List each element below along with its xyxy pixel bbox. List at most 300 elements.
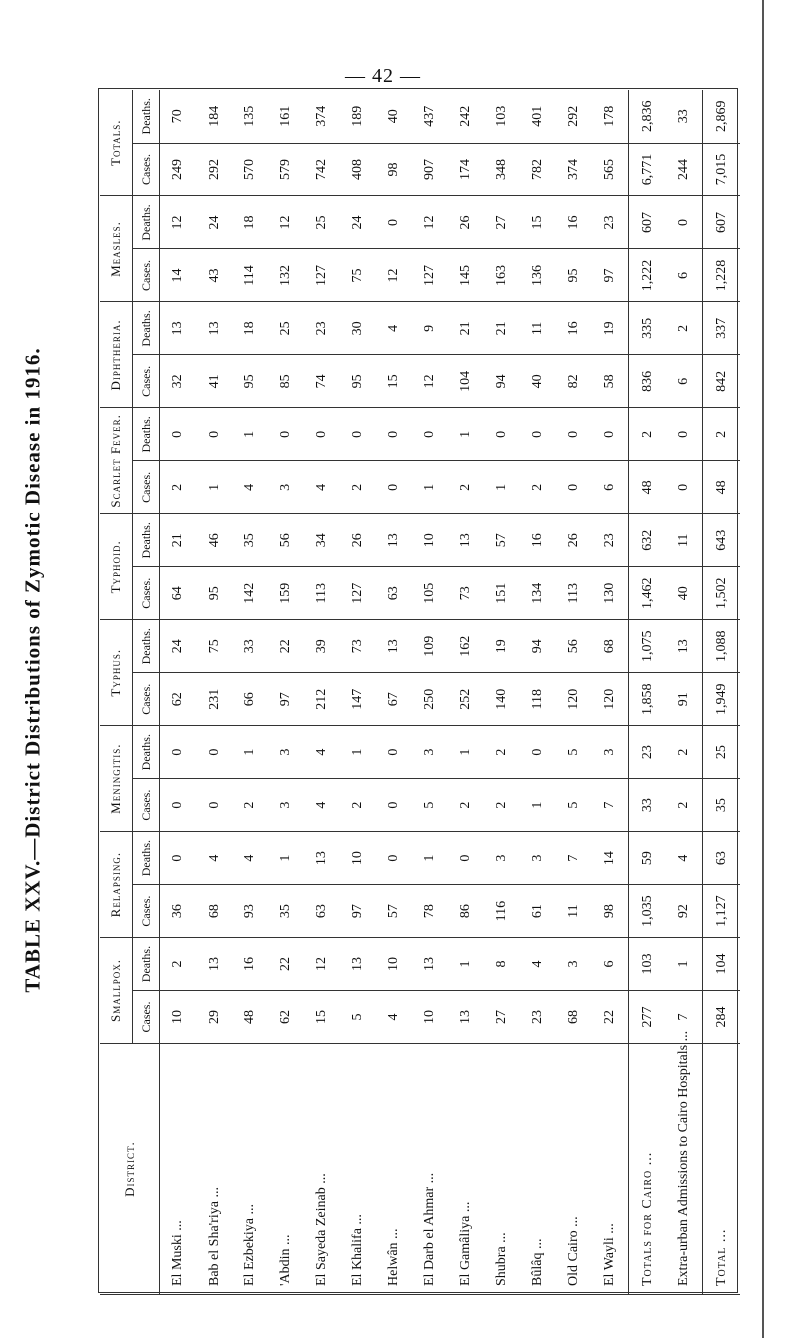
cases-cell: 570 bbox=[232, 143, 268, 196]
cases-subheader: Cases. bbox=[133, 143, 160, 196]
cases-cell: 0 bbox=[160, 779, 197, 832]
deaths-cell: 1,075 bbox=[629, 620, 666, 673]
cases-cell: 114 bbox=[232, 249, 268, 302]
cases-subheader: Cases. bbox=[133, 673, 160, 726]
deaths-cell: 1,088 bbox=[703, 620, 740, 673]
cases-subheader: Cases. bbox=[133, 779, 160, 832]
deaths-cell: 6 bbox=[592, 938, 629, 991]
cases-cell: 3 bbox=[268, 461, 304, 514]
cases-cell: 2 bbox=[340, 779, 376, 832]
cases-cell: 2 bbox=[484, 779, 520, 832]
deaths-cell: 13 bbox=[160, 302, 197, 355]
deaths-cell: 13 bbox=[376, 514, 412, 567]
cases-cell: 579 bbox=[268, 143, 304, 196]
deaths-subheader: Deaths. bbox=[133, 90, 160, 143]
deaths-cell: 1 bbox=[666, 938, 703, 991]
cases-cell: 212 bbox=[304, 673, 340, 726]
deaths-cell: 14 bbox=[592, 832, 629, 885]
group-header-totals: Totals. bbox=[100, 90, 133, 196]
deaths-cell: 0 bbox=[376, 726, 412, 779]
cases-cell: 0 bbox=[666, 461, 703, 514]
deaths-cell: 7 bbox=[556, 832, 592, 885]
cases-cell: 32 bbox=[160, 355, 197, 408]
zymotic-disease-table bbox=[100, 90, 740, 1295]
deaths-cell: 57 bbox=[484, 514, 520, 567]
cases-cell: 2 bbox=[232, 779, 268, 832]
cases-cell: 174 bbox=[448, 143, 484, 196]
deaths-cell: 3 bbox=[556, 938, 592, 991]
cases-cell: 249 bbox=[160, 143, 197, 196]
deaths-cell: 104 bbox=[703, 938, 740, 991]
cases-subheader: Cases. bbox=[133, 567, 160, 620]
cases-cell: 93 bbox=[232, 885, 268, 938]
deaths-cell: 3 bbox=[592, 726, 629, 779]
cases-cell: 13 bbox=[448, 991, 484, 1044]
deaths-cell: 56 bbox=[556, 620, 592, 673]
cases-subheader: Cases. bbox=[133, 355, 160, 408]
cases-cell: 374 bbox=[556, 143, 592, 196]
deaths-cell: 24 bbox=[160, 620, 197, 673]
deaths-cell: 21 bbox=[448, 302, 484, 355]
cases-cell: 6 bbox=[592, 461, 629, 514]
group-header-typhus: Typhus. bbox=[100, 620, 133, 726]
cases-cell: 12 bbox=[412, 355, 448, 408]
deaths-cell: 0 bbox=[268, 408, 304, 461]
cases-cell: 94 bbox=[484, 355, 520, 408]
cases-cell: 4 bbox=[304, 779, 340, 832]
deaths-cell: 184 bbox=[197, 90, 233, 143]
district-name: El Ezbekiya ... bbox=[232, 1044, 268, 1295]
deaths-cell: 2 bbox=[160, 938, 197, 991]
table-row bbox=[629, 90, 666, 1295]
cases-cell: 14 bbox=[160, 249, 197, 302]
cases-cell: 67 bbox=[376, 673, 412, 726]
cases-cell: 348 bbox=[484, 143, 520, 196]
cases-cell: 0 bbox=[376, 779, 412, 832]
deaths-cell: 34 bbox=[304, 514, 340, 567]
cases-cell: 68 bbox=[556, 991, 592, 1044]
cases-cell: 565 bbox=[592, 143, 629, 196]
deaths-cell: 3 bbox=[484, 832, 520, 885]
cases-cell: 40 bbox=[666, 567, 703, 620]
table-row bbox=[666, 90, 703, 1295]
cases-cell: 2 bbox=[666, 779, 703, 832]
deaths-cell: 607 bbox=[703, 196, 740, 249]
deaths-cell: 9 bbox=[412, 302, 448, 355]
table-row bbox=[160, 90, 197, 1295]
deaths-cell: 1 bbox=[232, 726, 268, 779]
cases-subheader: Cases. bbox=[133, 249, 160, 302]
cases-subheader: Cases. bbox=[133, 885, 160, 938]
deaths-cell: 13 bbox=[197, 938, 233, 991]
deaths-cell: 2,869 bbox=[703, 90, 740, 143]
deaths-cell: 335 bbox=[629, 302, 666, 355]
deaths-cell: 10 bbox=[412, 514, 448, 567]
cases-cell: 1,502 bbox=[703, 567, 740, 620]
cases-cell: 127 bbox=[304, 249, 340, 302]
cases-cell: 6 bbox=[666, 249, 703, 302]
deaths-cell: 401 bbox=[520, 90, 556, 143]
deaths-cell: 2 bbox=[484, 726, 520, 779]
deaths-cell: 0 bbox=[197, 408, 233, 461]
deaths-subheader: Deaths. bbox=[133, 832, 160, 885]
cases-cell: 41 bbox=[197, 355, 233, 408]
cases-cell: 1,462 bbox=[629, 567, 666, 620]
deaths-cell: 0 bbox=[160, 408, 197, 461]
table-row bbox=[556, 90, 592, 1295]
deaths-cell: 0 bbox=[376, 196, 412, 249]
deaths-cell: 13 bbox=[412, 938, 448, 991]
cases-cell: 36 bbox=[160, 885, 197, 938]
cases-cell: 2 bbox=[448, 461, 484, 514]
deaths-cell: 22 bbox=[268, 938, 304, 991]
group-header-smallpox: Smallpox. bbox=[100, 938, 133, 1044]
deaths-cell: 63 bbox=[703, 832, 740, 885]
deaths-cell: 0 bbox=[592, 408, 629, 461]
group-header-typhoid: Typhoid. bbox=[100, 514, 133, 620]
cases-cell: 10 bbox=[412, 991, 448, 1044]
table-row bbox=[304, 90, 340, 1295]
cases-cell: 120 bbox=[592, 673, 629, 726]
cases-cell: 113 bbox=[556, 567, 592, 620]
deaths-cell: 0 bbox=[666, 408, 703, 461]
deaths-subheader: Deaths. bbox=[133, 726, 160, 779]
table-row bbox=[703, 90, 740, 1295]
deaths-cell: 13 bbox=[197, 302, 233, 355]
cases-cell: 140 bbox=[484, 673, 520, 726]
cases-cell: 48 bbox=[703, 461, 740, 514]
cases-cell: 61 bbox=[520, 885, 556, 938]
page-number: — 42 — bbox=[345, 65, 421, 87]
deaths-cell: 8 bbox=[484, 938, 520, 991]
deaths-cell: 94 bbox=[520, 620, 556, 673]
deaths-cell: 0 bbox=[376, 408, 412, 461]
cases-cell: 74 bbox=[304, 355, 340, 408]
cases-cell: 58 bbox=[592, 355, 629, 408]
cases-cell: 91 bbox=[666, 673, 703, 726]
deaths-cell: 1 bbox=[340, 726, 376, 779]
cases-cell: 7 bbox=[666, 991, 703, 1044]
cases-cell: 98 bbox=[376, 143, 412, 196]
deaths-cell: 13 bbox=[304, 832, 340, 885]
cases-cell: 75 bbox=[340, 249, 376, 302]
group-header-relapsing: Relapsing. bbox=[100, 832, 133, 938]
cases-cell: 5 bbox=[556, 779, 592, 832]
cases-cell: 1,858 bbox=[629, 673, 666, 726]
cases-cell: 6 bbox=[666, 355, 703, 408]
deaths-cell: 5 bbox=[556, 726, 592, 779]
deaths-subheader: Deaths. bbox=[133, 302, 160, 355]
deaths-cell: 337 bbox=[703, 302, 740, 355]
cases-cell: 98 bbox=[592, 885, 629, 938]
cases-cell: 2 bbox=[160, 461, 197, 514]
cases-cell: 66 bbox=[232, 673, 268, 726]
cases-cell: 1 bbox=[197, 461, 233, 514]
cases-cell: 23 bbox=[520, 991, 556, 1044]
cases-cell: 11 bbox=[556, 885, 592, 938]
deaths-cell: 374 bbox=[304, 90, 340, 143]
cases-cell: 408 bbox=[340, 143, 376, 196]
cases-cell: 104 bbox=[448, 355, 484, 408]
deaths-cell: 0 bbox=[340, 408, 376, 461]
deaths-cell: 13 bbox=[340, 938, 376, 991]
cases-cell: 86 bbox=[448, 885, 484, 938]
deaths-cell: 10 bbox=[340, 832, 376, 885]
cases-cell: 3 bbox=[268, 779, 304, 832]
cases-cell: 35 bbox=[268, 885, 304, 938]
deaths-cell: 11 bbox=[520, 302, 556, 355]
cases-cell: 1 bbox=[520, 779, 556, 832]
deaths-cell: 109 bbox=[412, 620, 448, 673]
cases-cell: 120 bbox=[556, 673, 592, 726]
cases-cell: 63 bbox=[376, 567, 412, 620]
deaths-cell: 15 bbox=[520, 196, 556, 249]
cases-cell: 0 bbox=[197, 779, 233, 832]
cases-cell: 1,228 bbox=[703, 249, 740, 302]
cases-cell: 82 bbox=[556, 355, 592, 408]
cases-cell: 145 bbox=[448, 249, 484, 302]
deaths-cell: 0 bbox=[376, 832, 412, 885]
deaths-cell: 437 bbox=[412, 90, 448, 143]
cases-cell: 78 bbox=[412, 885, 448, 938]
deaths-cell: 24 bbox=[340, 196, 376, 249]
cases-cell: 62 bbox=[268, 991, 304, 1044]
deaths-cell: 22 bbox=[268, 620, 304, 673]
table-row bbox=[340, 90, 376, 1295]
deaths-cell: 23 bbox=[592, 514, 629, 567]
cases-cell: 92 bbox=[666, 885, 703, 938]
district-name: Bûlâq ... bbox=[520, 1044, 556, 1295]
deaths-cell: 56 bbox=[268, 514, 304, 567]
deaths-cell: 25 bbox=[268, 302, 304, 355]
deaths-cell: 16 bbox=[520, 514, 556, 567]
cases-cell: 27 bbox=[484, 991, 520, 1044]
cases-cell: 63 bbox=[304, 885, 340, 938]
cases-cell: 0 bbox=[556, 461, 592, 514]
cases-cell: 907 bbox=[412, 143, 448, 196]
deaths-cell: 26 bbox=[340, 514, 376, 567]
deaths-cell: 4 bbox=[666, 832, 703, 885]
deaths-cell: 13 bbox=[448, 514, 484, 567]
cases-cell: 105 bbox=[412, 567, 448, 620]
district-name: Shubra ... bbox=[484, 1044, 520, 1295]
cases-cell: 244 bbox=[666, 143, 703, 196]
cases-cell: 97 bbox=[268, 673, 304, 726]
deaths-cell: 2,836 bbox=[629, 90, 666, 143]
table-row bbox=[520, 90, 556, 1295]
table-title: TABLE XXV.—District Distributions of Zymotic Disease in 1916. bbox=[20, 347, 45, 993]
cases-cell: 1 bbox=[412, 461, 448, 514]
cases-cell: 2 bbox=[520, 461, 556, 514]
cases-cell: 284 bbox=[703, 991, 740, 1044]
cases-cell: 62 bbox=[160, 673, 197, 726]
deaths-cell: 3 bbox=[520, 832, 556, 885]
district-name: El Darb el Ahmar ... bbox=[412, 1044, 448, 1295]
cases-cell: 252 bbox=[448, 673, 484, 726]
deaths-cell: 4 bbox=[197, 832, 233, 885]
cases-cell: 7 bbox=[592, 779, 629, 832]
table-row bbox=[376, 90, 412, 1295]
cases-cell: 43 bbox=[197, 249, 233, 302]
deaths-cell: 3 bbox=[412, 726, 448, 779]
deaths-cell: 33 bbox=[666, 90, 703, 143]
cases-cell: 15 bbox=[304, 991, 340, 1044]
deaths-cell: 2 bbox=[629, 408, 666, 461]
cases-cell: 95 bbox=[556, 249, 592, 302]
deaths-cell: 11 bbox=[666, 514, 703, 567]
group-header-scarlet-fever: Scarlet Fever. bbox=[100, 408, 133, 514]
deaths-cell: 2 bbox=[666, 726, 703, 779]
deaths-cell: 632 bbox=[629, 514, 666, 567]
deaths-cell: 1 bbox=[412, 832, 448, 885]
district-name: El Sayeda Zeinab ... bbox=[304, 1044, 340, 1295]
cases-cell: 277 bbox=[629, 991, 666, 1044]
deaths-subheader: Deaths. bbox=[133, 408, 160, 461]
deaths-subheader: Deaths. bbox=[133, 938, 160, 991]
deaths-cell: 24 bbox=[197, 196, 233, 249]
table-title-container bbox=[8, 60, 58, 1280]
cases-cell: 163 bbox=[484, 249, 520, 302]
cases-cell: 4 bbox=[304, 461, 340, 514]
deaths-cell: 12 bbox=[268, 196, 304, 249]
rotated-table-viewport bbox=[100, 90, 740, 1295]
cases-cell: 127 bbox=[340, 567, 376, 620]
cases-cell: 5 bbox=[412, 779, 448, 832]
deaths-subheader: Deaths. bbox=[133, 514, 160, 567]
deaths-cell: 10 bbox=[376, 938, 412, 991]
deaths-cell: 18 bbox=[232, 302, 268, 355]
cases-cell: 116 bbox=[484, 885, 520, 938]
deaths-cell: 19 bbox=[592, 302, 629, 355]
rotated-table bbox=[100, 90, 740, 1295]
deaths-cell: 23 bbox=[304, 302, 340, 355]
cases-subheader: Cases. bbox=[133, 991, 160, 1044]
deaths-cell: 1 bbox=[448, 938, 484, 991]
deaths-cell: 4 bbox=[520, 938, 556, 991]
cases-cell: 292 bbox=[197, 143, 233, 196]
deaths-cell: 12 bbox=[304, 938, 340, 991]
table-row bbox=[484, 90, 520, 1295]
cases-cell: 836 bbox=[629, 355, 666, 408]
cases-cell: 48 bbox=[629, 461, 666, 514]
cases-cell: 118 bbox=[520, 673, 556, 726]
deaths-cell: 75 bbox=[197, 620, 233, 673]
cases-cell: 95 bbox=[197, 567, 233, 620]
cases-cell: 15 bbox=[376, 355, 412, 408]
district-name: Old Cairo ... bbox=[556, 1044, 592, 1295]
cases-cell: 127 bbox=[412, 249, 448, 302]
district-name: Totals for Cairo ... bbox=[629, 1044, 666, 1295]
cases-cell: 73 bbox=[448, 567, 484, 620]
deaths-cell: 0 bbox=[197, 726, 233, 779]
district-name: Helwân ... bbox=[376, 1044, 412, 1295]
cases-cell: 159 bbox=[268, 567, 304, 620]
deaths-cell: 4 bbox=[304, 726, 340, 779]
cases-cell: 130 bbox=[592, 567, 629, 620]
deaths-cell: 0 bbox=[520, 726, 556, 779]
deaths-cell: 0 bbox=[304, 408, 340, 461]
deaths-cell: 0 bbox=[520, 408, 556, 461]
table-row bbox=[412, 90, 448, 1295]
table-row bbox=[268, 90, 304, 1295]
cases-cell: 147 bbox=[340, 673, 376, 726]
cases-cell: 40 bbox=[520, 355, 556, 408]
group-header-row bbox=[100, 90, 133, 1295]
deaths-cell: 2 bbox=[703, 408, 740, 461]
deaths-cell: 21 bbox=[160, 514, 197, 567]
deaths-cell: 59 bbox=[629, 832, 666, 885]
deaths-cell: 292 bbox=[556, 90, 592, 143]
page-edge-line bbox=[762, 0, 764, 1338]
deaths-cell: 1 bbox=[448, 726, 484, 779]
deaths-cell: 1 bbox=[232, 408, 268, 461]
district-name: El Khalifa ... bbox=[340, 1044, 376, 1295]
cases-cell: 134 bbox=[520, 567, 556, 620]
cases-subheader: Cases. bbox=[133, 461, 160, 514]
table-row bbox=[197, 90, 233, 1295]
table-row bbox=[592, 90, 629, 1295]
deaths-cell: 135 bbox=[232, 90, 268, 143]
cases-cell: 113 bbox=[304, 567, 340, 620]
cases-cell: 136 bbox=[520, 249, 556, 302]
table-body bbox=[160, 90, 741, 1295]
deaths-cell: 0 bbox=[448, 832, 484, 885]
deaths-cell: 607 bbox=[629, 196, 666, 249]
deaths-cell: 4 bbox=[376, 302, 412, 355]
deaths-cell: 161 bbox=[268, 90, 304, 143]
deaths-cell: 0 bbox=[160, 726, 197, 779]
deaths-cell: 4 bbox=[232, 832, 268, 885]
deaths-cell: 73 bbox=[340, 620, 376, 673]
deaths-cell: 70 bbox=[160, 90, 197, 143]
cases-cell: 1,035 bbox=[629, 885, 666, 938]
cases-cell: 97 bbox=[340, 885, 376, 938]
deaths-subheader: Deaths. bbox=[133, 620, 160, 673]
deaths-cell: 0 bbox=[666, 196, 703, 249]
district-name: Extra-urban Admissions to Cairo Hospitals ... bbox=[666, 1044, 703, 1295]
deaths-cell: 12 bbox=[412, 196, 448, 249]
deaths-cell: 27 bbox=[484, 196, 520, 249]
cases-cell: 1 bbox=[484, 461, 520, 514]
deaths-cell: 12 bbox=[160, 196, 197, 249]
cases-cell: 97 bbox=[592, 249, 629, 302]
cases-cell: 142 bbox=[232, 567, 268, 620]
cases-cell: 29 bbox=[197, 991, 233, 1044]
deaths-cell: 103 bbox=[629, 938, 666, 991]
deaths-subheader: Deaths. bbox=[133, 196, 160, 249]
deaths-cell: 35 bbox=[232, 514, 268, 567]
district-name: 'Abdin ... bbox=[268, 1044, 304, 1295]
deaths-cell: 26 bbox=[556, 514, 592, 567]
deaths-cell: 13 bbox=[666, 620, 703, 673]
cases-cell: 57 bbox=[376, 885, 412, 938]
deaths-cell: 189 bbox=[340, 90, 376, 143]
cases-cell: 85 bbox=[268, 355, 304, 408]
district-name: El Wayli ... bbox=[592, 1044, 629, 1295]
cases-cell: 6,771 bbox=[629, 143, 666, 196]
table-row bbox=[232, 90, 268, 1295]
cases-cell: 5 bbox=[340, 991, 376, 1044]
cases-cell: 842 bbox=[703, 355, 740, 408]
deaths-cell: 16 bbox=[232, 938, 268, 991]
deaths-cell: 23 bbox=[592, 196, 629, 249]
deaths-cell: 26 bbox=[448, 196, 484, 249]
deaths-cell: 68 bbox=[592, 620, 629, 673]
cases-cell: 68 bbox=[197, 885, 233, 938]
deaths-cell: 23 bbox=[629, 726, 666, 779]
deaths-cell: 13 bbox=[376, 620, 412, 673]
deaths-cell: 0 bbox=[484, 408, 520, 461]
